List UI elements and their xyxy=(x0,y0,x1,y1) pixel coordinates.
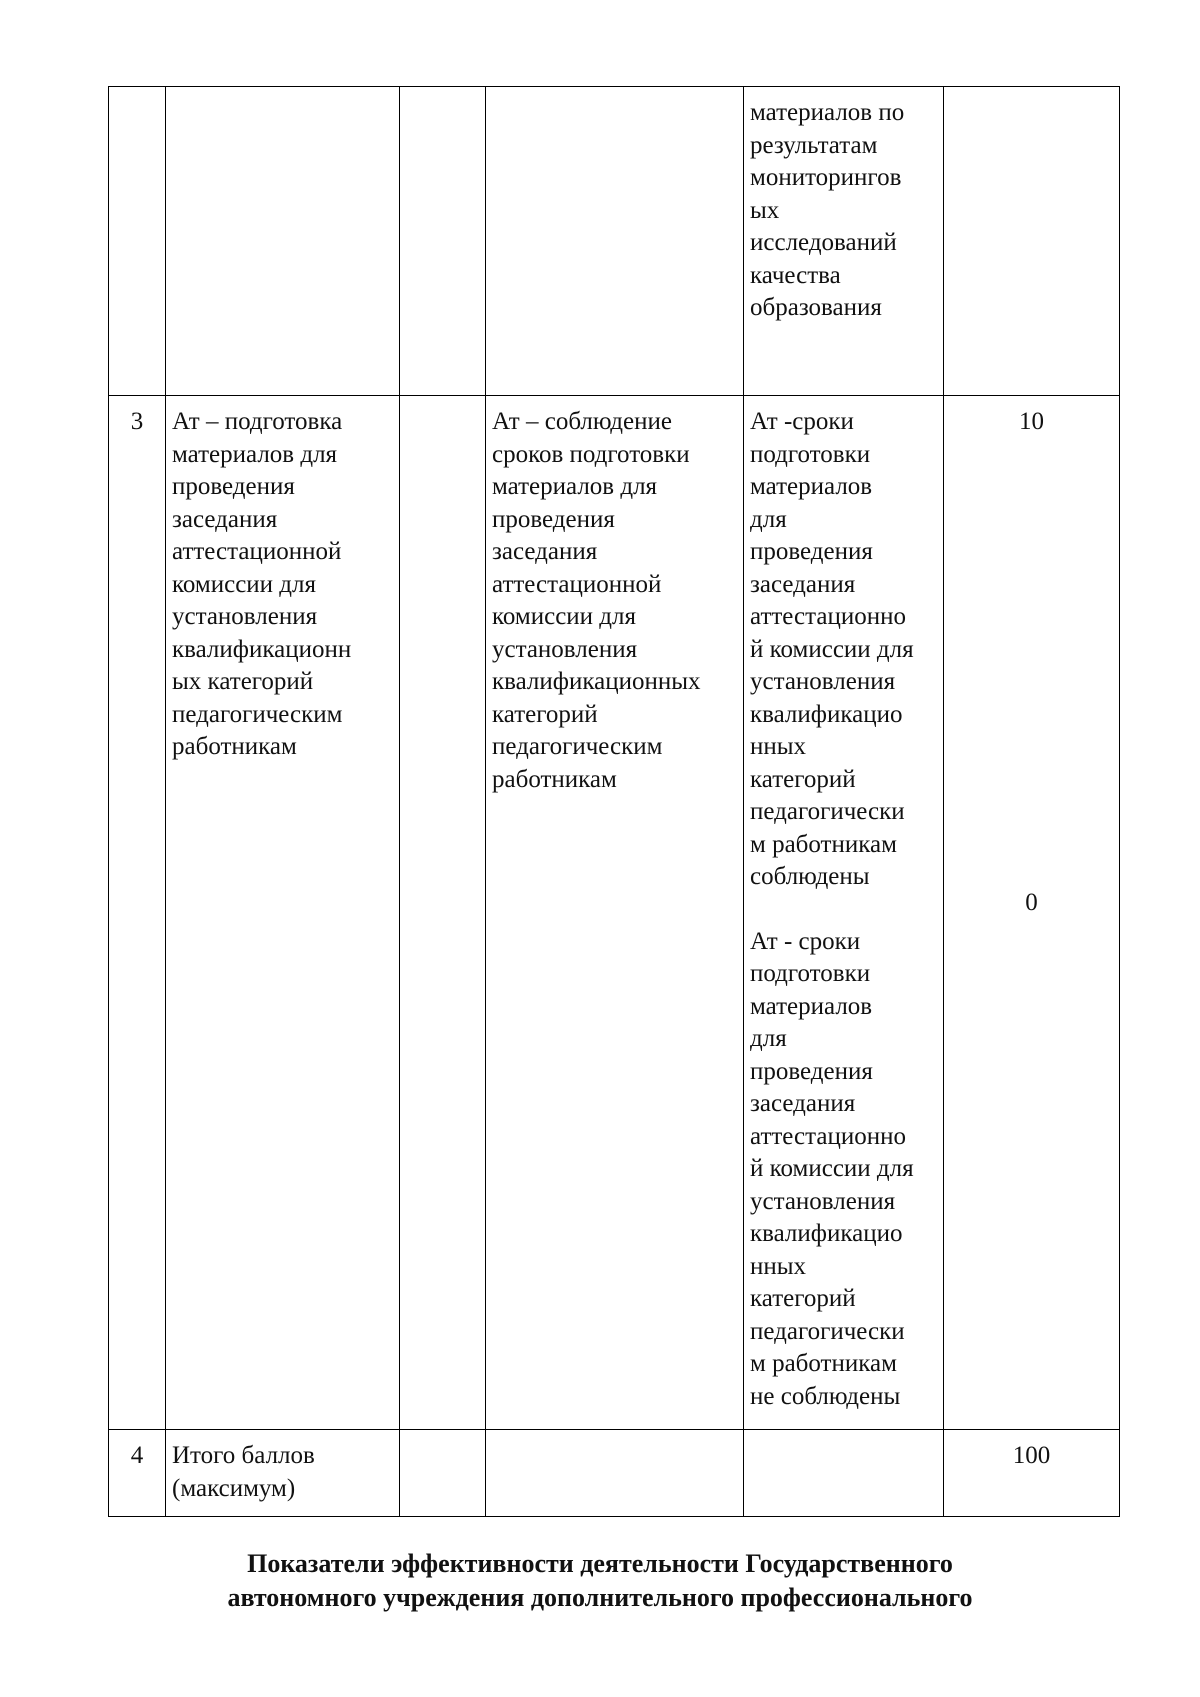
text-line: образования xyxy=(750,294,882,321)
text-line: категорий xyxy=(750,1285,856,1312)
text-line: нных xyxy=(750,1252,807,1280)
text-line: ых категорий xyxy=(172,668,314,695)
text-line: установления xyxy=(172,603,318,630)
text-line: м работникам xyxy=(750,1350,897,1377)
text-line: материалов xyxy=(750,473,873,500)
text-line: Ат - сроки xyxy=(750,927,861,955)
heading-line-2: автономного учреждения дополнительного профессионального xyxy=(227,1583,973,1612)
indicator-text xyxy=(172,406,393,764)
text-line: квалификационных xyxy=(492,668,701,695)
indicator-cell xyxy=(166,87,400,396)
score-cell xyxy=(944,396,1120,1430)
text-line: материалов xyxy=(750,992,873,1020)
text-line: работникам xyxy=(172,733,297,760)
text-line: заседания xyxy=(492,538,598,565)
text-line: м работникам xyxy=(750,830,897,858)
score-not-met: 0 xyxy=(1025,888,1038,916)
text-line: заседания xyxy=(750,1090,856,1117)
indicators-table xyxy=(108,86,1120,1517)
text-line: подготовки xyxy=(750,960,871,987)
text-line: качества xyxy=(750,261,841,289)
text-line: материалов для xyxy=(172,440,338,468)
text-line: комиссии для xyxy=(492,603,636,630)
table-row xyxy=(109,87,1120,396)
text-line: Итого баллов xyxy=(172,1442,315,1469)
text-line: установления xyxy=(492,635,638,663)
indicator-cell xyxy=(166,1430,400,1517)
score-cell xyxy=(944,1430,1120,1517)
text-line: установления xyxy=(750,668,896,695)
row-number: 3 xyxy=(130,408,144,435)
text-line: проведения xyxy=(492,505,615,533)
measure-cell xyxy=(486,396,744,1430)
text-line: результатам xyxy=(750,131,878,159)
text-line: сроков подготовки xyxy=(492,440,690,468)
empty-cell xyxy=(744,1430,944,1517)
criterion-text xyxy=(750,97,937,325)
text-line: педагогически xyxy=(750,798,905,825)
empty-cell xyxy=(486,1430,744,1517)
text-line: для xyxy=(750,505,787,533)
total-score: 100 xyxy=(1012,1442,1051,1469)
heading-line-1: Показатели эффективности деятельности Государственного xyxy=(247,1549,953,1578)
empty-cell xyxy=(400,87,486,396)
text-line: аттестационно xyxy=(750,1122,906,1150)
text-line: проведения xyxy=(750,1057,873,1085)
row-number-cell xyxy=(109,396,166,1430)
row-number-cell xyxy=(109,87,166,396)
table-row xyxy=(109,1430,1120,1517)
row-number: 4 xyxy=(130,1442,144,1469)
text-line: Ат – подготовка xyxy=(172,408,343,435)
text-line: исследований xyxy=(750,229,897,256)
text-line: комиссии для xyxy=(172,570,316,598)
text-line: аттестационной xyxy=(492,570,662,598)
text-line: категорий xyxy=(492,700,598,728)
criterion-not-met-text xyxy=(750,926,937,1414)
text-line: Ат -сроки xyxy=(750,408,854,435)
section-heading xyxy=(0,1547,1200,1615)
score-cell xyxy=(944,87,1120,396)
text-line: не соблюдены xyxy=(750,1382,901,1410)
criterion-met-text xyxy=(750,406,937,894)
table-row xyxy=(109,396,1120,1430)
text-line: квалификационн xyxy=(172,635,352,663)
text-line: (максимум) xyxy=(172,1474,296,1502)
text-line: педагогическим xyxy=(492,733,663,760)
empty-cell xyxy=(400,396,486,1430)
criterion-cell xyxy=(744,396,944,1430)
total-label xyxy=(172,1440,393,1505)
text-line: соблюдены xyxy=(750,863,870,890)
empty-cell xyxy=(400,1430,486,1517)
text-line: проведения xyxy=(750,538,873,565)
text-line: аттестационно xyxy=(750,603,906,630)
text-line: й комиссии для xyxy=(750,635,914,663)
text-line: аттестационной xyxy=(172,538,342,565)
text-line: ых xyxy=(750,196,780,224)
text-line: материалов для xyxy=(492,473,658,500)
text-line: работникам xyxy=(492,765,617,793)
text-line: установления xyxy=(750,1187,896,1215)
score-met: 10 xyxy=(1019,408,1044,435)
text-line: нных xyxy=(750,733,807,760)
text-line: материалов по xyxy=(750,99,905,126)
text-line: мониторингов xyxy=(750,164,902,191)
indicator-cell xyxy=(166,396,400,1430)
text-line: педагогическим xyxy=(172,700,343,728)
text-line: Ат – соблюдение xyxy=(492,408,672,435)
text-line: педагогически xyxy=(750,1317,905,1345)
measure-text xyxy=(492,406,737,796)
text-line: квалификацио xyxy=(750,1220,903,1247)
text-line: квалификацио xyxy=(750,700,903,728)
measure-cell xyxy=(486,87,744,396)
text-line: заседания xyxy=(750,570,856,598)
text-line: категорий xyxy=(750,765,856,793)
criterion-cell xyxy=(744,87,944,396)
text-line: заседания xyxy=(172,505,278,533)
text-line: проведения xyxy=(172,473,295,500)
text-line: подготовки xyxy=(750,440,871,468)
text-line: для xyxy=(750,1025,787,1052)
text-line: й комиссии для xyxy=(750,1155,914,1182)
row-number-cell xyxy=(109,1430,166,1517)
